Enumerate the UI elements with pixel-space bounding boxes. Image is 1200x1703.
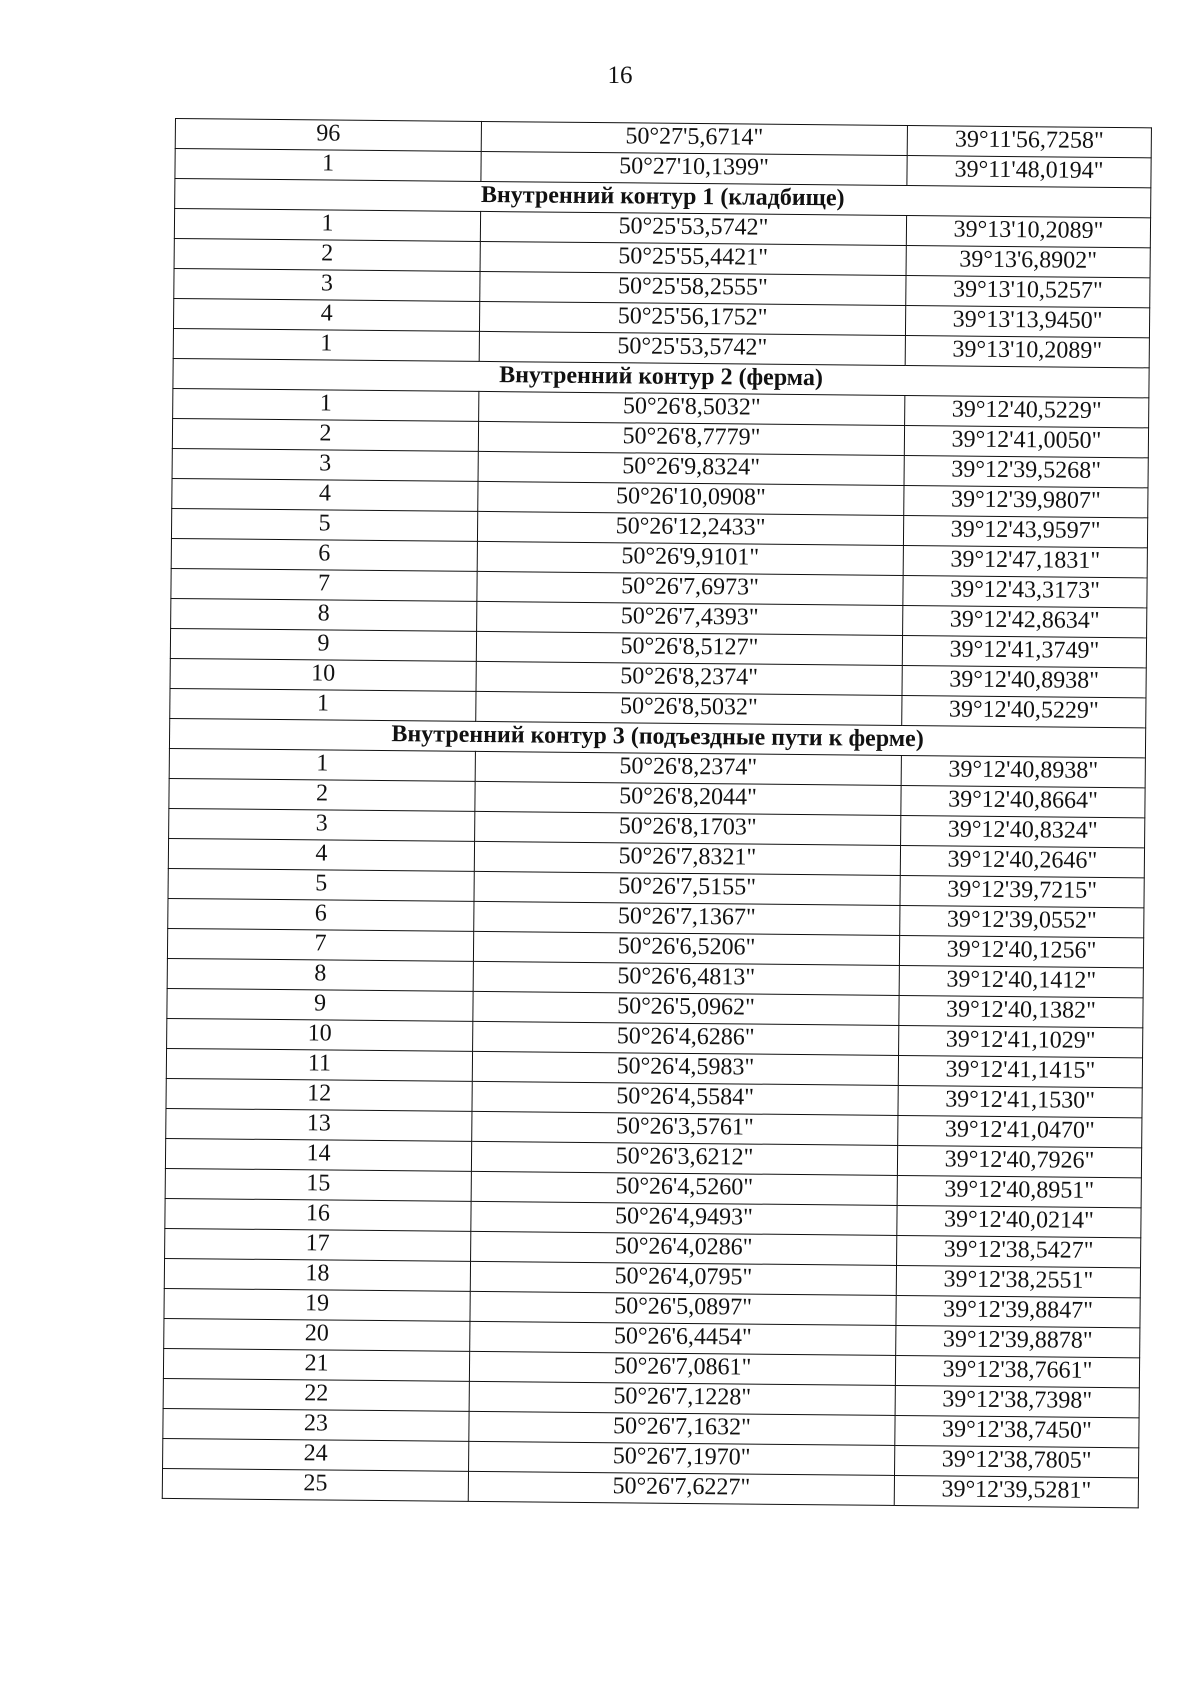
longitude-cell: 39°12'47,1831" — [903, 546, 1147, 578]
longitude-cell: 39°12'39,8878" — [896, 1325, 1140, 1357]
latitude-cell: 50°26'7,4393" — [477, 601, 903, 635]
latitude-cell: 50°25'53,5742" — [479, 331, 905, 365]
point-number: 96 — [175, 119, 481, 152]
latitude-cell: 50°26'7,6973" — [477, 571, 903, 605]
longitude-cell: 39°13'10,5257" — [906, 276, 1150, 308]
latitude-cell: 50°27'10,1399" — [481, 151, 907, 185]
point-number: 17 — [165, 1228, 471, 1261]
page-number: 16 — [607, 62, 633, 89]
point-number: 1 — [175, 149, 481, 182]
latitude-cell: 50°26'6,4813" — [473, 961, 899, 995]
point-number: 1 — [173, 328, 479, 361]
longitude-cell: 39°12'43,9597" — [903, 516, 1147, 548]
longitude-cell: 39°12'39,9807" — [904, 486, 1148, 518]
latitude-cell: 50°26'7,1632" — [469, 1411, 895, 1445]
longitude-cell: 39°12'39,7215" — [900, 875, 1144, 907]
longitude-cell: 39°12'40,5229" — [905, 396, 1149, 428]
point-number: 8 — [167, 958, 473, 991]
point-number: 7 — [171, 568, 477, 601]
latitude-cell: 50°26'6,4454" — [470, 1321, 896, 1355]
longitude-cell: 39°12'38,5427" — [897, 1235, 1141, 1267]
latitude-cell: 50°26'8,1703" — [475, 811, 901, 845]
longitude-cell: 39°12'38,2551" — [896, 1265, 1140, 1297]
point-number: 21 — [163, 1348, 469, 1381]
longitude-cell: 39°12'41,1415" — [898, 1055, 1142, 1087]
latitude-cell: 50°26'12,2433" — [477, 511, 903, 545]
latitude-cell: 50°25'58,2555" — [480, 271, 906, 305]
longitude-cell: 39°12'39,5268" — [904, 456, 1148, 488]
longitude-cell: 39°13'10,2089" — [905, 336, 1149, 368]
point-number: 19 — [164, 1288, 470, 1321]
longitude-cell: 39°11'56,7258" — [907, 126, 1151, 158]
point-number: 1 — [173, 388, 479, 421]
latitude-cell: 50°26'8,7779" — [478, 421, 904, 455]
longitude-cell: 39°13'6,8902" — [906, 246, 1150, 278]
point-number: 13 — [166, 1108, 472, 1141]
point-number: 3 — [169, 808, 475, 841]
longitude-cell: 39°12'40,8324" — [901, 815, 1145, 847]
longitude-cell: 39°12'40,2646" — [900, 845, 1144, 877]
latitude-cell: 50°26'5,0897" — [470, 1291, 896, 1325]
latitude-cell: 50°26'4,5983" — [472, 1051, 898, 1085]
point-number: 2 — [169, 778, 475, 811]
longitude-cell: 39°12'40,1412" — [899, 965, 1143, 997]
longitude-cell: 39°12'41,1530" — [898, 1085, 1142, 1117]
point-number: 6 — [171, 538, 477, 571]
point-number: 9 — [167, 988, 473, 1021]
longitude-cell: 39°12'40,8664" — [901, 786, 1145, 818]
latitude-cell: 50°26'8,2044" — [475, 781, 901, 815]
longitude-cell: 39°12'40,8951" — [897, 1175, 1141, 1207]
point-number: 22 — [163, 1378, 469, 1411]
latitude-cell: 50°26'7,5155" — [474, 871, 900, 905]
point-number: 18 — [164, 1258, 470, 1291]
longitude-cell: 39°13'13,9450" — [905, 306, 1149, 338]
point-number: 10 — [167, 1018, 473, 1051]
latitude-cell: 50°26'4,6286" — [473, 1021, 899, 1055]
longitude-cell: 39°12'39,8847" — [896, 1295, 1140, 1327]
point-number: 1 — [174, 209, 480, 242]
point-number: 14 — [165, 1138, 471, 1171]
section-title: Внутренний контур 2 (ферма) — [173, 358, 1149, 397]
latitude-cell: 50°26'5,0962" — [473, 991, 899, 1025]
longitude-cell: 39°12'40,1256" — [899, 935, 1143, 967]
coordinates-table — [162, 118, 1152, 1508]
latitude-cell: 50°26'7,0861" — [469, 1351, 895, 1385]
point-number: 2 — [174, 238, 480, 271]
coordinates-table-body — [162, 119, 1151, 1508]
latitude-cell: 50°26'4,0286" — [471, 1231, 897, 1265]
latitude-cell: 50°26'8,2374" — [475, 751, 901, 785]
longitude-cell: 39°12'40,1382" — [899, 995, 1143, 1027]
point-number: 9 — [170, 628, 476, 661]
point-number: 4 — [172, 478, 478, 511]
latitude-cell: 50°26'7,8321" — [474, 841, 900, 875]
longitude-cell: 39°12'38,7450" — [895, 1415, 1139, 1447]
longitude-cell: 39°12'43,3173" — [903, 576, 1147, 608]
latitude-cell: 50°26'6,5206" — [473, 931, 899, 965]
point-number: 20 — [164, 1318, 470, 1351]
latitude-cell: 50°26'7,6227" — [468, 1471, 894, 1505]
longitude-cell: 39°12'38,7661" — [895, 1355, 1139, 1387]
longitude-cell: 39°12'41,3749" — [902, 636, 1146, 668]
point-number: 4 — [173, 298, 479, 331]
latitude-cell: 50°26'7,1228" — [469, 1381, 895, 1415]
latitude-cell: 50°26'4,0795" — [470, 1261, 896, 1295]
latitude-cell: 50°26'7,1970" — [469, 1441, 895, 1475]
latitude-cell: 50°25'53,5742" — [480, 211, 906, 245]
longitude-cell: 39°12'41,0050" — [904, 426, 1148, 458]
section-title: Внутренний контур 1 (кладбище) — [175, 179, 1151, 218]
longitude-cell: 39°12'41,0470" — [898, 1115, 1142, 1147]
point-number: 1 — [170, 688, 476, 721]
point-number: 12 — [166, 1078, 472, 1111]
latitude-cell: 50°26'8,2374" — [476, 661, 902, 695]
point-number: 6 — [168, 898, 474, 931]
latitude-cell: 50°26'4,9493" — [471, 1201, 897, 1235]
point-number: 11 — [166, 1048, 472, 1081]
latitude-cell: 50°27'5,6714" — [481, 121, 907, 155]
latitude-cell: 50°26'10,0908" — [478, 481, 904, 515]
latitude-cell: 50°25'55,4421" — [480, 241, 906, 275]
longitude-cell: 39°12'41,1029" — [899, 1025, 1143, 1057]
point-number: 5 — [171, 508, 477, 541]
latitude-cell: 50°26'4,5584" — [472, 1081, 898, 1115]
longitude-cell: 39°13'10,2089" — [906, 216, 1150, 248]
point-number: 5 — [168, 868, 474, 901]
longitude-cell: 39°12'38,7398" — [895, 1385, 1139, 1417]
point-number: 3 — [174, 268, 480, 301]
section-title: Внутренний контур 3 (подъездные пути к ферме) — [169, 718, 1145, 757]
point-number: 15 — [165, 1168, 471, 1201]
longitude-cell: 39°12'38,7805" — [895, 1445, 1139, 1477]
latitude-cell: 50°26'9,8324" — [478, 451, 904, 485]
latitude-cell: 50°26'3,6212" — [471, 1141, 897, 1175]
longitude-cell: 39°12'39,5281" — [894, 1475, 1138, 1507]
latitude-cell: 50°26'3,5761" — [472, 1111, 898, 1145]
longitude-cell: 39°12'40,7926" — [897, 1145, 1141, 1177]
point-number: 1 — [169, 748, 475, 781]
latitude-cell: 50°26'8,5032" — [476, 691, 902, 725]
point-number: 7 — [167, 928, 473, 961]
point-number: 23 — [163, 1408, 469, 1441]
point-number: 24 — [163, 1438, 469, 1471]
latitude-cell: 50°26'7,1367" — [474, 901, 900, 935]
longitude-cell: 39°12'40,8938" — [901, 756, 1145, 788]
point-number: 16 — [165, 1198, 471, 1231]
longitude-cell: 39°12'42,8634" — [903, 606, 1147, 638]
longitude-cell: 39°12'39,0552" — [900, 905, 1144, 937]
longitude-cell: 39°12'40,0214" — [897, 1205, 1141, 1237]
point-number: 8 — [171, 598, 477, 631]
point-number: 3 — [172, 448, 478, 481]
latitude-cell: 50°26'8,5127" — [476, 631, 902, 665]
point-number: 4 — [168, 838, 474, 871]
latitude-cell: 50°25'56,1752" — [479, 301, 905, 335]
point-number: 2 — [172, 418, 478, 451]
longitude-cell: 39°12'40,5229" — [902, 696, 1146, 728]
longitude-cell: 39°12'40,8938" — [902, 666, 1146, 698]
latitude-cell: 50°26'4,5260" — [471, 1171, 897, 1205]
latitude-cell: 50°26'9,9101" — [477, 541, 903, 575]
point-number: 25 — [162, 1468, 468, 1501]
latitude-cell: 50°26'8,5032" — [479, 391, 905, 425]
point-number: 10 — [170, 658, 476, 691]
longitude-cell: 39°11'48,0194" — [907, 156, 1151, 188]
